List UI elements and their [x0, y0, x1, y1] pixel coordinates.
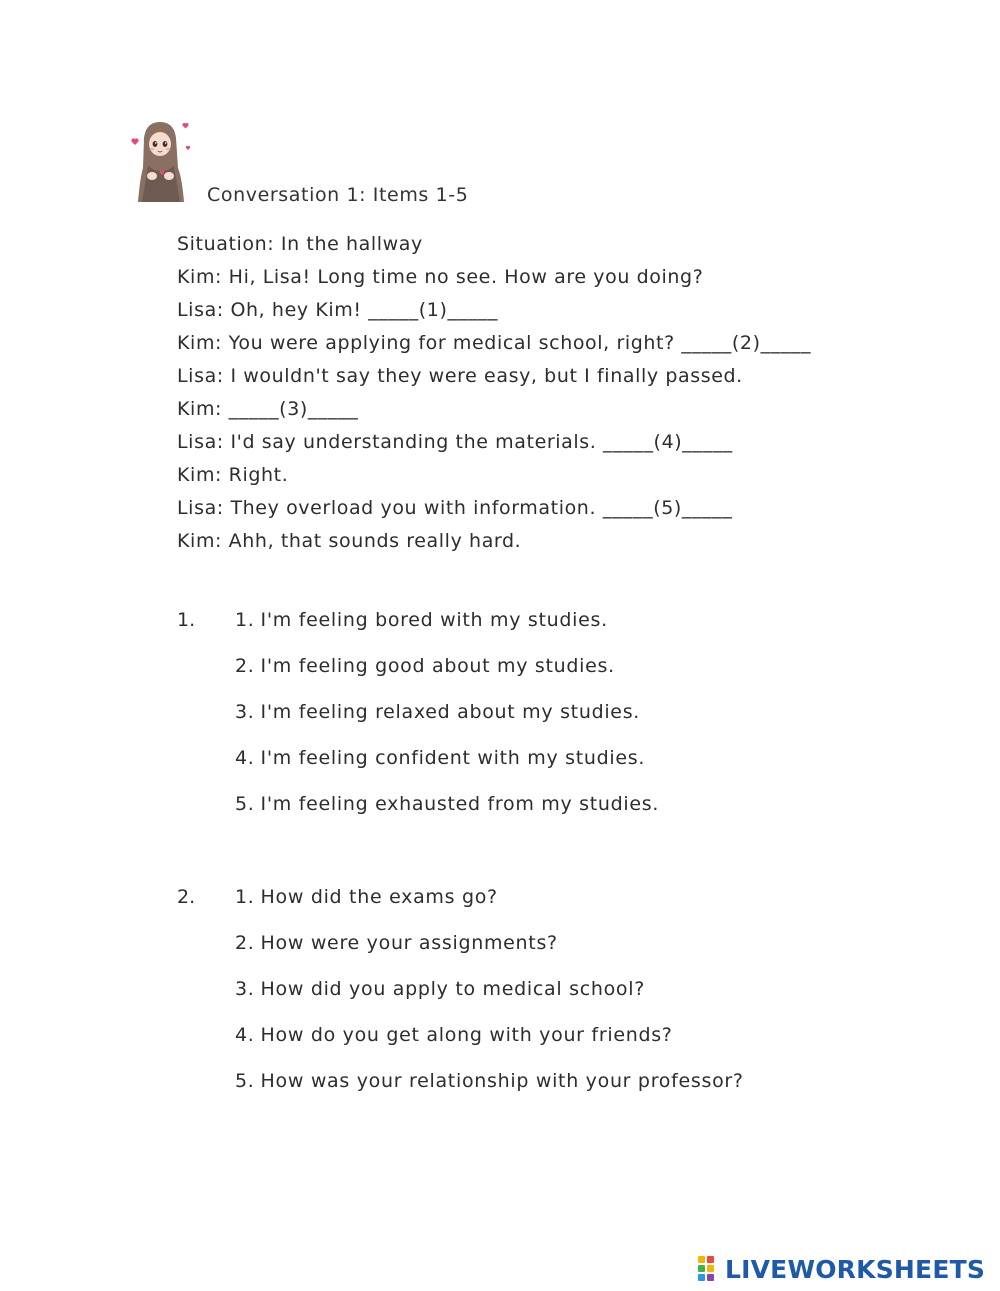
- conversation-text: [177, 230, 937, 560]
- dialogue-line: Kim: _____(3)_____: [177, 398, 359, 420]
- answer-option[interactable]: 5. I'm feeling exhausted from my studies.: [235, 793, 660, 815]
- dialogue-line: Lisa: They overload you with information. _____(5)_____: [177, 497, 733, 519]
- liveworksheets-brand: [698, 1252, 985, 1286]
- question-number: 1.: [177, 609, 196, 631]
- dialogue-line: Lisa: I'd say understanding the materials. _____(4)_____: [177, 431, 733, 453]
- dialogue-line: Kim: You were applying for medical school, right? _____(2)_____: [177, 332, 812, 354]
- question-number: 2.: [177, 886, 196, 908]
- avatar-illustration: [128, 118, 194, 204]
- answer-option[interactable]: 3. I'm feeling relaxed about my studies.: [235, 701, 641, 723]
- dialogue-line: Kim: Ahh, that sounds really hard.: [177, 530, 522, 552]
- answer-option[interactable]: 2. How were your assignments?: [235, 932, 558, 954]
- answer-option[interactable]: 4. How do you get along with your friends?: [235, 1024, 673, 1046]
- dialogue-line: Kim: Hi, Lisa! Long time no see. How are you doing?: [177, 266, 704, 288]
- answer-option[interactable]: 5. How was your relationship with your professor?: [235, 1070, 744, 1092]
- liveworksheets-logo-icon: [698, 1256, 722, 1282]
- answer-option[interactable]: 2. I'm feeling good about my studies.: [235, 655, 615, 677]
- dialogue-line: Lisa: I wouldn't say they were easy, but I finally passed.: [177, 365, 743, 387]
- answer-option[interactable]: 1. How did the exams go?: [235, 886, 498, 908]
- answer-option[interactable]: 3. How did you apply to medical school?: [235, 978, 645, 1000]
- answer-options: [235, 606, 659, 836]
- answer-option[interactable]: 4. I'm feeling confident with my studies.: [235, 747, 646, 769]
- brand-name: LIVEWORKSHEETS: [725, 1254, 986, 1284]
- answer-options: [235, 883, 744, 1113]
- dialogue-line: Lisa: Oh, hey Kim! _____(1)_____: [177, 299, 498, 321]
- page-title: Conversation 1: Items 1-5: [207, 184, 469, 206]
- dialogue-line: Situation: In the hallway: [177, 233, 423, 255]
- answer-option[interactable]: 1. I'm feeling bored with my studies.: [235, 609, 608, 631]
- dialogue-line: Kim: Right.: [177, 464, 289, 486]
